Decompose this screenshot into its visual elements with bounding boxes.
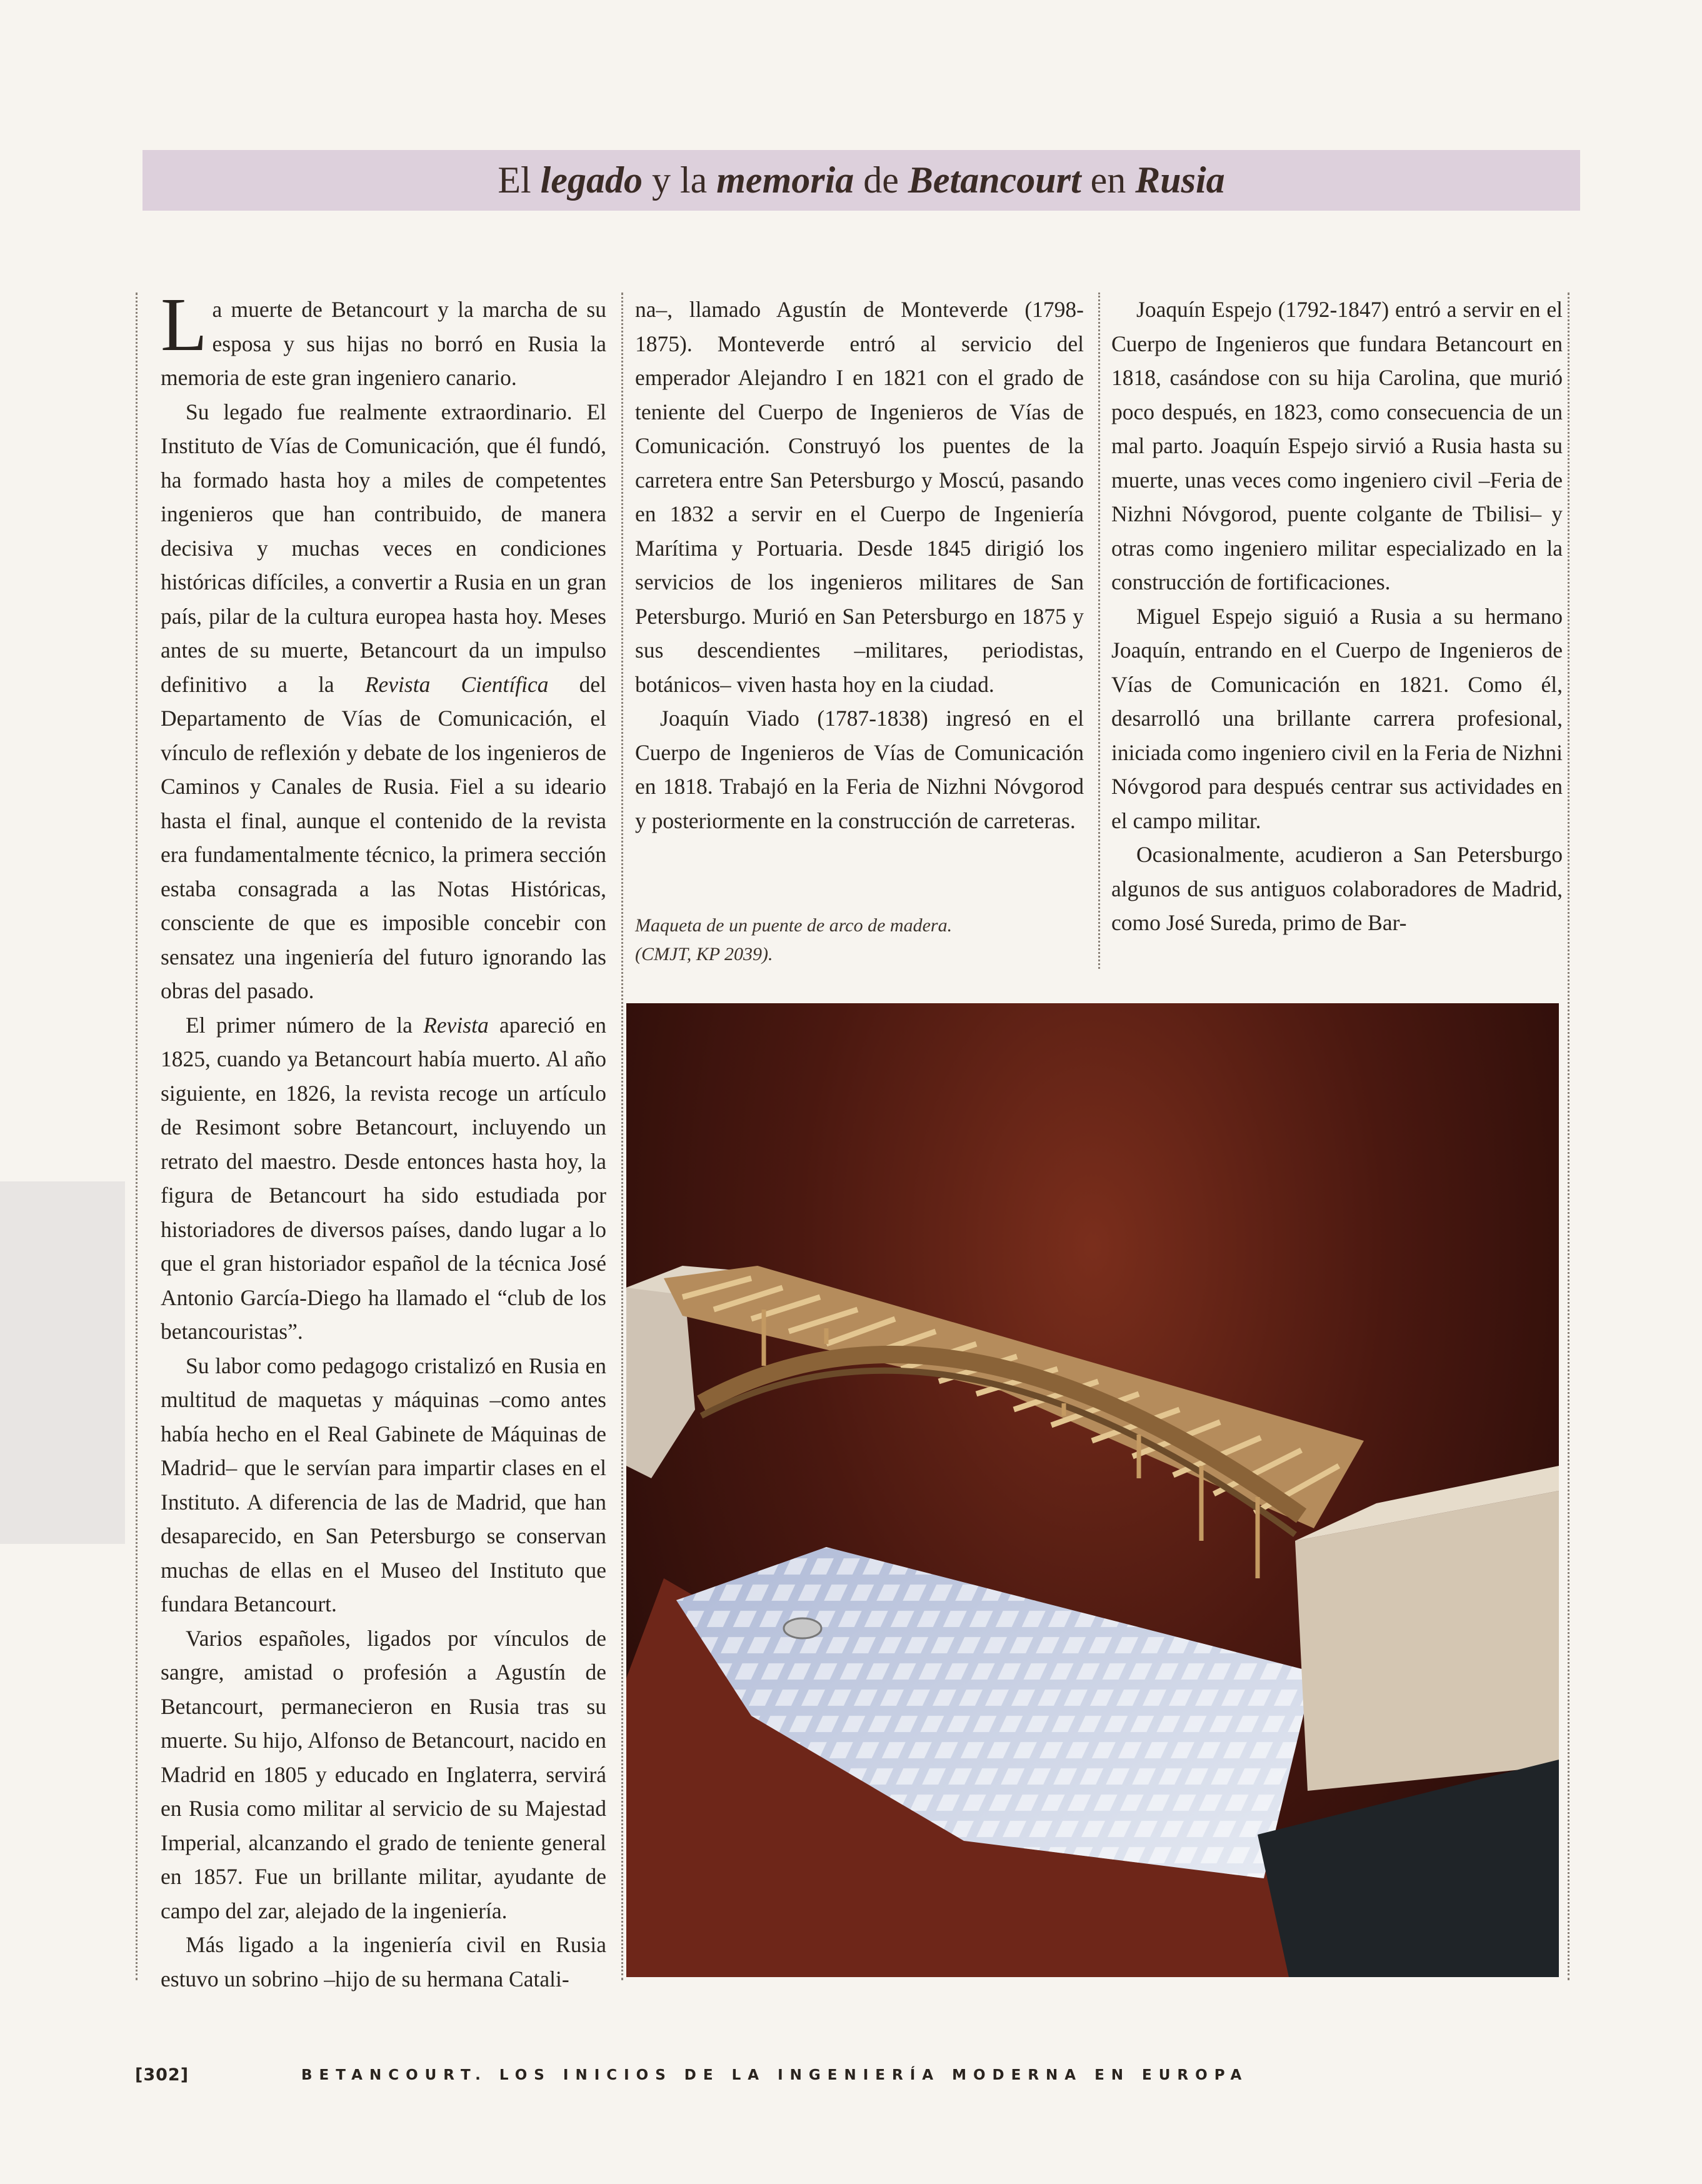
paragraph: Su legado fue realmente extraordinario. El Instituto de Vías de Comunicación, que él fundó, ha formado hasta hoy a miles de competentes ingenieros que han contribuido, de manera decisiva y muchas veces en condiciones históricas difíciles, a convertir a Rusia en un gran país, pilar de la cultura europea hasta hoy. Meses antes de su muerte, Betancourt da un impulso definitivo a la Revista Científica del Departamento de Vías de Comunicación, el vínculo de reflexión y debate de los ingenieros de Caminos y Canales de Rusia. Fiel a su ideario hasta el final, aunque el contenido de la revista era fundamentalmente técnico, la primera sección estaba consagrada a las Notas Históricas, consciente de que es imposible concebir con sensatez una ingeniería del futuro ignorando las obras del pasado. bbox=[161, 399, 606, 1003]
text-column-3 bbox=[1111, 293, 1563, 940]
running-footer: BETANCOURT. LOS INICIOS DE LA INGENIERÍA MODERNA EN EUROPA bbox=[301, 2067, 1249, 2083]
text-column-1 bbox=[161, 283, 607, 1996]
bridge-model-photo bbox=[626, 1003, 1559, 1977]
paragraph: El primer número de la Revista apareció en 1825, cuando ya Betancourt había muerto. Al año siguiente, en 1826, la revista recoge un artículo de Resimont sobre Betancourt, incluyendo un retrato del maestro. Desde entonces hasta hoy, la figura de Betancourt ha sido estudiada por historiadores de diversos países, dando lugar a lo que el gran historiador español de la técnica José Antonio García-Diego ha llamado el “club de los betancouristas”. bbox=[161, 1012, 607, 1344]
paragraph: Miguel Espejo siguió a Rusia a su hermano Joaquín, entrando en el Cuerpo de Ingenieros de Vías de Comunicación en 1821. Como él, desarrolló una brillante carrera profesional, iniciada como ingeniero civil en la Feria de Nizhni Nóvgorod para después centrar sus actividades en el campo militar. bbox=[1111, 603, 1563, 833]
page-number: [302] bbox=[135, 2065, 189, 2085]
paragraph: Su labor como pedagogo cristalizó en Rusia en multitud de maquetas y máquinas –como antes había hecho en el Real Gabinete de Máquinas de Madrid– que le servían para impartir clases en el Instituto. A diferencia de las de Madrid, que han desaparecido, en San Petersburgo se conservan muchas de ellas en el Museo del Instituto que fundara Betancourt. bbox=[161, 1353, 606, 1616]
text-column-2 bbox=[635, 293, 1084, 838]
column-divider bbox=[136, 293, 138, 1980]
column-divider bbox=[1098, 293, 1100, 969]
drop-cap: L bbox=[161, 283, 208, 367]
paragraph: Varios españoles, ligados por vínculos de sangre, amistad o profesión a Agustín de Betancourt, permanecieron en Rusia tras su muerte. Su hijo, Alfonso de Betancourt, nacido en Madrid en 1805 y educado en Inglaterra, servirá en Rusia como militar al servicio de su Majestad Imperial, alcanzando el grado de teniente general en 1857. Fue un brillante militar, ayudante de campo del zar, alejado de la ingeniería. bbox=[161, 1625, 606, 1923]
right-abutment bbox=[1295, 1491, 1559, 1791]
margin-shading bbox=[0, 1181, 125, 1544]
paragraph: Ocasionalmente, acudieron a San Petersburgo algunos de sus antiguos colaboradores de Madrid, como José Sureda, primo de Bar- bbox=[1111, 842, 1563, 935]
bridge-model-illustration bbox=[626, 1003, 1559, 1977]
paragraph: na–, llamado Agustín de Monteverde (1798-1875). Monteverde entró al servicio del emperador Alejandro I en 1821 con el grado de teniente del Cuerpo de Ingenieros de Vías de Comunicación. Construyó los puentes de la carretera entre San Petersburgo y Moscú, pasando en 1832 a servir en el Cuerpo de Ingeniería Marítima y Portuaria. Desde 1845 dirigió los servicios de los ingenieros militares de San Petersburgo. Murió en San Petersburgo en 1875 y sus descendientes –militares, periodistas, botánicos– viven hasta hoy en la ciudad. bbox=[635, 297, 1084, 697]
column-divider bbox=[621, 293, 623, 1980]
paragraph: Joaquín Espejo (1792-1847) entró a servir en el Cuerpo de Ingenieros que fundara Betancourt en 1818, casándose con su hija Carolina, que murió poco después, en 1823, como consecuencia de un mal parto. Joaquín Espejo sirvió a Rusia hasta su muerte, unas veces como ingeniero civil –Feria de Nizhni Nóvgorod, puente colgante de Tbilisi– y otras como ingeniero militar especializado en la construcción de fortificaciones. bbox=[1111, 297, 1563, 594]
paragraph: Joaquín Viado (1787-1838) ingresó en el Cuerpo de Ingenieros de Vías de Comunicación en 1818. Trabajó en la Feria de Nizhni Nóvgorod y posteriormente en la construcción de carreteras. bbox=[635, 706, 1084, 833]
page-title: El legado y la memoria de Betancourt en Rusia bbox=[143, 150, 1580, 211]
paragraph: La muerte de Betancourt y la marcha de su esposa y sus hijas no borró en Rusia la memoria de este gran ingeniero canario. bbox=[161, 283, 606, 390]
foreground-structure bbox=[1258, 1760, 1559, 1977]
coin bbox=[784, 1618, 821, 1638]
column-divider bbox=[1568, 293, 1569, 1980]
figure-caption: Maqueta de un puente de arco de madera. (CMJT, KP 2039). bbox=[635, 915, 953, 964]
paragraph: Más ligado a la ingeniería civil en Rusia estuvo un sobrino –hijo de su hermana Catali- bbox=[161, 1932, 606, 1991]
